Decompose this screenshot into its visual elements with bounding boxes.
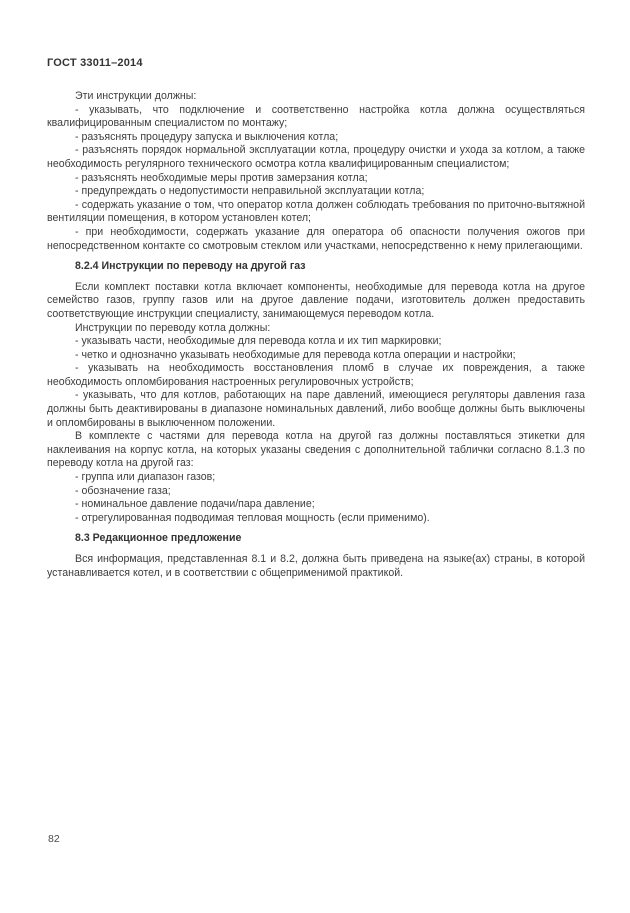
page-number: 82 — [48, 833, 60, 845]
paragraph: - содержать указание о том, что оператор котла должен соблюдать требования по приточно-вытяжной вентиляции помещения, в котором установлен котел; — [47, 198, 585, 225]
paragraph: - указывать на необходимость восстановления пломб в случае их повреждения, а также необходимость опломбирования настроенных регулировочных устройств; — [47, 362, 585, 388]
paragraph: В комплекте с частями для перевода котла на другой газ должны поставляться этикетки для наклеивания на корпус котла, на которых указаны сведения с дополнительной таблички согласно 8.1.3 по переводу котла на другой газ: — [47, 430, 585, 470]
paragraph: - номинальное давление подачи/пара давление; — [75, 498, 315, 511]
paragraph: - при необходимости, содержать указание для оператора об опасности получения ожогов при непосредственном контакте со смотровым стеклом или участками, непосредственно к нему прилегающими. — [47, 225, 585, 252]
paragraph: - предупреждать о недопустимости неправильной эксплуатации котла; — [75, 185, 425, 198]
paragraph: - разъяснять необходимые меры против замерзания котла; — [75, 171, 368, 184]
paragraph: - отрегулированная подводимая тепловая мощность (если применимо). — [75, 511, 430, 524]
paragraph: Если комплект поставки котла включает компоненты, необходимые для перевода котла на другое семейство газов, группу газов или на другое давление подачи, изготовитель должен предоставить соответствующие инструкции специалисту, занимающемуся переводом котла. — [47, 280, 585, 320]
paragraph: Инструкции по переводу котла должны: — [75, 321, 271, 334]
paragraph: Вся информация, представленная 8.1 и 8.2, должна быть приведена на языке(ах) страны, в которой устанавливается котел, и в соответствии с общеприменимой практикой. — [47, 553, 585, 579]
paragraph: - указывать, что подключение и соответственно настройка котла должна осуществляться квалифицированным специалистом по монтажу; — [47, 103, 585, 130]
paragraph: - указывать части, необходимые для перевода котла и их тип маркировки; — [75, 335, 442, 348]
paragraph: - обозначение газа; — [75, 484, 171, 497]
paragraph: - разъяснять процедуру запуска и выключения котла; — [75, 130, 339, 143]
paragraph: - указывать, что для котлов, работающих на паре давлений, имеющиеся регуляторы давления газа должны быть деактивированы в диапазоне номинальных давлений, либо вообще должны быть выключены и опломбированы в выключенном положении. — [47, 389, 585, 429]
paragraph: - четко и однозначно указывать необходимые для перевода котла операции и настройки; — [75, 348, 516, 361]
paragraph: - разъяснять порядок нормальной эксплуатации котла, процедуру очистки и ухода за котлом, а также необходимость регулярного технического осмотра котла квалифицированным специалистом; — [47, 144, 585, 170]
document-body — [47, 90, 585, 580]
section-heading: 8.3 Редакционное предложение — [75, 532, 242, 545]
paragraph: - группа или диапазон газов; — [75, 471, 216, 484]
document-number-header: ГОСТ 33011–2014 — [47, 57, 143, 69]
paragraph: Эти инструкции должны: — [75, 90, 197, 102]
section-heading: 8.2.4 Инструкции по переводу на другой газ — [75, 260, 306, 273]
